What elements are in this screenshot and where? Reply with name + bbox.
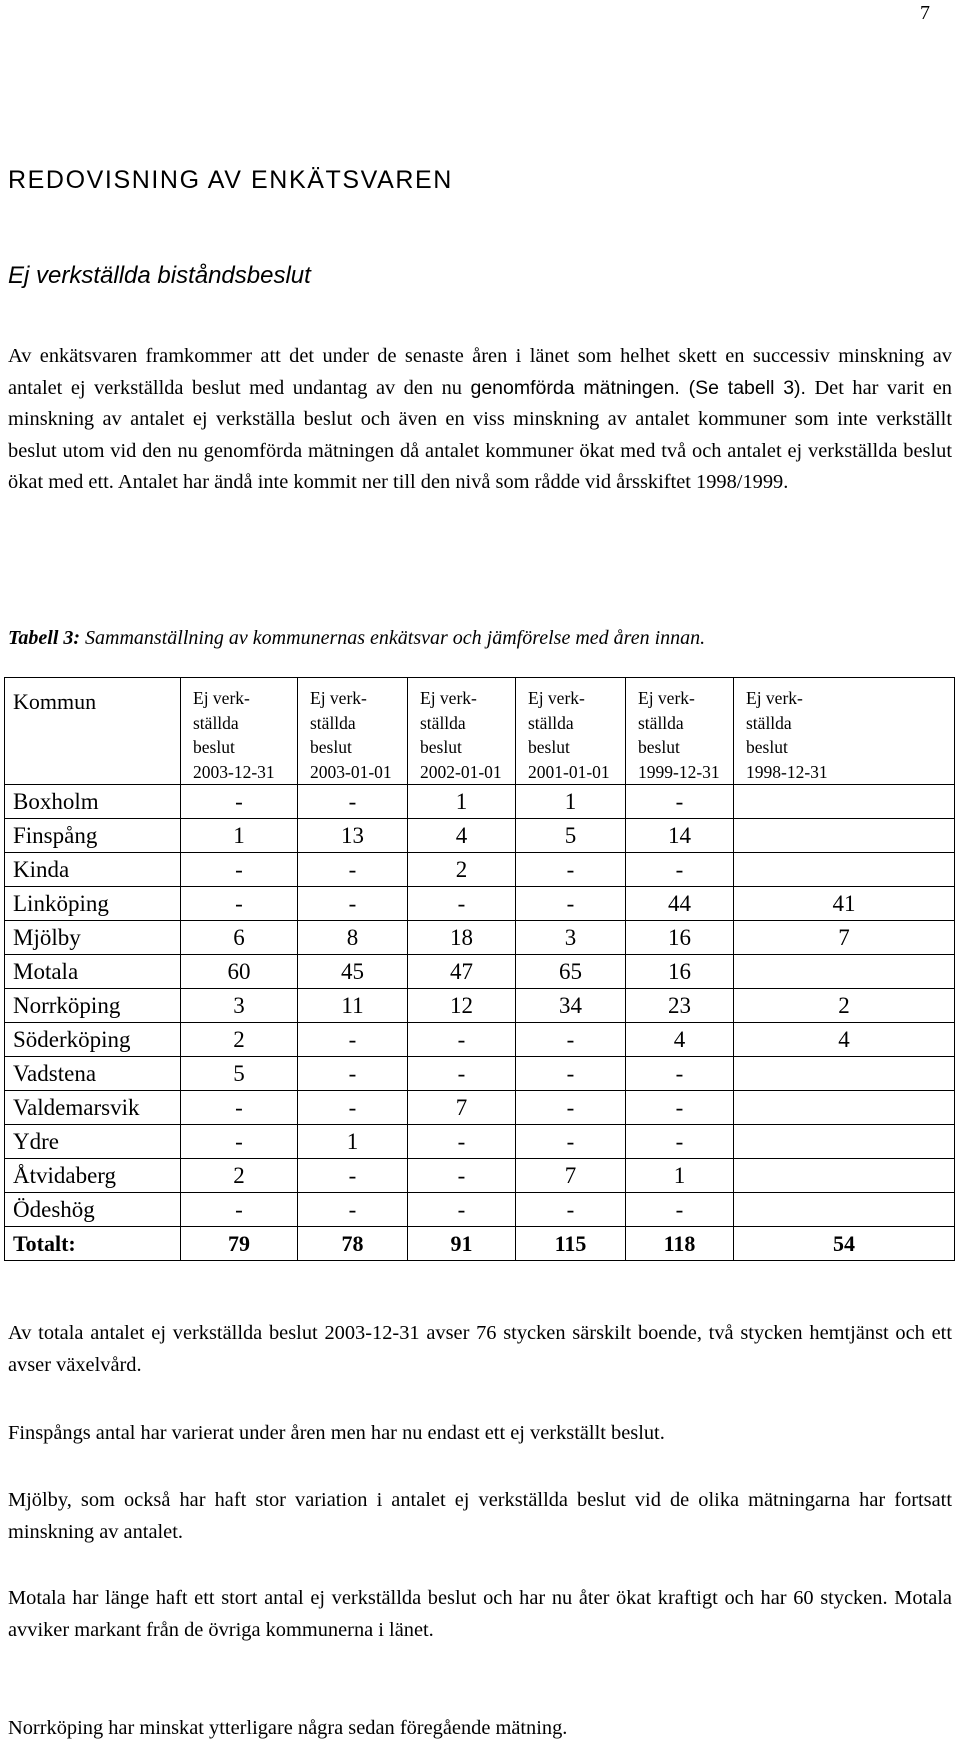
- table-row: [5, 921, 955, 955]
- table-caption-label: Tabell 3:: [8, 627, 81, 649]
- table-cell: -: [298, 853, 408, 887]
- table-cell: -: [626, 1091, 734, 1125]
- table-row: [5, 989, 955, 1023]
- table-cell: 6: [181, 921, 298, 955]
- table-row: [5, 1023, 955, 1057]
- header-date: 2001-01-01: [528, 761, 610, 782]
- table-cell: -: [516, 853, 626, 887]
- row-name: Vadstena: [5, 1057, 181, 1091]
- table-cell: 44: [626, 887, 734, 921]
- row-name: Mjölby: [5, 921, 181, 955]
- table-cell: -: [516, 1193, 626, 1227]
- table-cell: -: [626, 853, 734, 887]
- paragraph: Motala har länge haft ett stort antal ej verkställda beslut och har nu åter ökat kraftigt och har 60 stycken. Motala avviker markant från de övriga kommunerna i länet.: [8, 1587, 952, 1641]
- table-cell: -: [516, 1091, 626, 1125]
- table-cell: -: [626, 785, 734, 819]
- table-cell: 2: [734, 989, 955, 1023]
- table-cell: 5: [516, 819, 626, 853]
- header-line: Ej verk-: [528, 688, 585, 708]
- row-name: Åtvidaberg: [5, 1159, 181, 1193]
- header-line: beslut: [746, 737, 788, 757]
- table-cell: 16: [626, 955, 734, 989]
- intro-text-1: Av enkätsvaren framkommer att det under de senaste åren i länet som helhet skett en successiv minskning av antalet ej verkställda beslut med undantag av den nu: [8, 345, 952, 399]
- row-name: Finspång: [5, 819, 181, 853]
- intro-paragraph: [8, 341, 952, 499]
- header-line: beslut: [528, 737, 570, 757]
- table-cell: 65: [516, 955, 626, 989]
- table-cell: -: [298, 887, 408, 921]
- table-cell: 45: [298, 955, 408, 989]
- paragraph: Mjölby, som också har haft stor variation i antalet ej verkställda beslut vid de olika mätningarna har fortsatt minskning av antalet.: [8, 1489, 952, 1543]
- total-cell: 91: [408, 1227, 516, 1261]
- row-name: Ydre: [5, 1125, 181, 1159]
- table-cell: -: [181, 887, 298, 921]
- table-cell: 1: [626, 1159, 734, 1193]
- table-cell: 12: [408, 989, 516, 1023]
- table-cell: -: [626, 1125, 734, 1159]
- row-name: Motala: [5, 955, 181, 989]
- total-cell: 78: [298, 1227, 408, 1261]
- table-cell: 47: [408, 955, 516, 989]
- paragraph: Finspångs antal har varierat under åren men har nu endast ett ej verkställt beslut.: [8, 1422, 665, 1444]
- header-line: beslut: [638, 737, 680, 757]
- row-name: Norrköping: [5, 989, 181, 1023]
- section-heading: REDOVISNING AV ENKÄTSVAREN: [8, 166, 453, 194]
- table-cell: [734, 1091, 955, 1125]
- table-cell: -: [298, 785, 408, 819]
- header-line: Ej verk-: [193, 688, 250, 708]
- table-cell: 1: [516, 785, 626, 819]
- table-header-row: [5, 678, 955, 785]
- table-cell: 7: [734, 921, 955, 955]
- header-date: 2003-01-01: [310, 761, 392, 782]
- header-date: 2003-12-31: [193, 761, 275, 782]
- table-cell: 18: [408, 921, 516, 955]
- header-line: ställda: [746, 712, 792, 733]
- table-cell: -: [408, 1057, 516, 1091]
- header-line: beslut: [310, 737, 352, 757]
- table-cell: 34: [516, 989, 626, 1023]
- subsection-heading: Ej verkställda biståndsbeslut: [8, 262, 311, 289]
- table-total-row: [5, 1227, 955, 1261]
- table-row: [5, 1159, 955, 1193]
- table-cell: -: [408, 1125, 516, 1159]
- table-cell: 1: [408, 785, 516, 819]
- table-row: [5, 819, 955, 853]
- table-cell: 7: [516, 1159, 626, 1193]
- row-name: Valdemarsvik: [5, 1091, 181, 1125]
- table-cell: [734, 1193, 955, 1227]
- header-line: Ej verk-: [420, 688, 477, 708]
- row-name: Boxholm: [5, 785, 181, 819]
- table-cell: 4: [626, 1023, 734, 1057]
- table-cell: 14: [626, 819, 734, 853]
- table-row: [5, 887, 955, 921]
- table-cell: -: [181, 1091, 298, 1125]
- table-row: [5, 1091, 955, 1125]
- row-name: Linköping: [5, 887, 181, 921]
- table-cell: -: [298, 1193, 408, 1227]
- table-row: [5, 955, 955, 989]
- table-cell: -: [408, 1023, 516, 1057]
- table-cell: [734, 819, 955, 853]
- header-line: ställda: [420, 712, 466, 733]
- paragraph: Norrköping har minskat ytterligare några sedan föregående mätning.: [8, 1717, 568, 1739]
- header-line: Ej verk-: [638, 688, 695, 708]
- header-line: ställda: [310, 712, 356, 733]
- table-cell: 11: [298, 989, 408, 1023]
- table-cell: 60: [181, 955, 298, 989]
- intro-text-3: Det har varit en minskning av antalet ej verkställa beslut och även en viss minskning av antalet kommuner som inte verkställt beslut utom vid den nu genomförda mätningen då antalet kommuner ökat med två och antalet ej verkställda beslut ökat med ett. Antalet har ändå inte kommit ner till den nivå som rådde vid årsskiftet 1998/1999.: [8, 376, 952, 493]
- table-cell: -: [516, 1057, 626, 1091]
- table-cell: [734, 1159, 955, 1193]
- total-cell: 54: [734, 1227, 955, 1261]
- table-cell: -: [181, 785, 298, 819]
- table-row: [5, 1125, 955, 1159]
- header-line: beslut: [193, 737, 235, 757]
- header-line: ställda: [193, 712, 239, 733]
- table-cell: -: [516, 887, 626, 921]
- table-cell: 3: [181, 989, 298, 1023]
- table-cell: -: [181, 1193, 298, 1227]
- table-cell: 41: [734, 887, 955, 921]
- row-name: Kinda: [5, 853, 181, 887]
- header-col-3: [408, 678, 516, 785]
- table-caption: [8, 627, 705, 650]
- header-col-2: [298, 678, 408, 785]
- table-cell: -: [298, 1091, 408, 1125]
- table-cell: -: [298, 1057, 408, 1091]
- table-caption-text: Sammanställning av kommunernas enkätsvar och jämförelse med åren innan.: [85, 627, 706, 649]
- table-cell: -: [408, 1159, 516, 1193]
- table-cell: 1: [181, 819, 298, 853]
- table-cell: -: [181, 1125, 298, 1159]
- table-cell: [734, 853, 955, 887]
- table-cell: 13: [298, 819, 408, 853]
- total-cell: 115: [516, 1227, 626, 1261]
- header-line: ställda: [638, 712, 684, 733]
- table-cell: 2: [181, 1023, 298, 1057]
- table-cell: [734, 785, 955, 819]
- table-cell: -: [408, 1193, 516, 1227]
- table-row: [5, 1057, 955, 1091]
- table-cell: [734, 1057, 955, 1091]
- table-cell: 4: [408, 819, 516, 853]
- header-line: beslut: [420, 737, 462, 757]
- table-cell: 3: [516, 921, 626, 955]
- results-table: [4, 677, 955, 1261]
- header-col-5: [626, 678, 734, 785]
- header-date: 1998-12-31: [746, 761, 828, 782]
- table-cell: 8: [298, 921, 408, 955]
- table-cell: 1: [298, 1125, 408, 1159]
- table-cell: -: [298, 1023, 408, 1057]
- table-cell: -: [516, 1023, 626, 1057]
- header-line: Ej verk-: [746, 688, 803, 708]
- table-cell: -: [408, 887, 516, 921]
- table-cell: [734, 955, 955, 989]
- table-cell: 4: [734, 1023, 955, 1057]
- table-cell: [734, 1125, 955, 1159]
- table-cell: -: [298, 1159, 408, 1193]
- header-line: ställda: [528, 712, 574, 733]
- table-cell: -: [626, 1193, 734, 1227]
- table-cell: 7: [408, 1091, 516, 1125]
- intro-text-2: genomförda mätningen. (Se tabell 3).: [470, 376, 806, 399]
- total-label: Totalt:: [5, 1227, 181, 1261]
- table-cell: -: [516, 1125, 626, 1159]
- table-row: [5, 853, 955, 887]
- table-row: [5, 785, 955, 819]
- table-cell: 5: [181, 1057, 298, 1091]
- page-number: 7: [920, 2, 930, 24]
- table-cell: 16: [626, 921, 734, 955]
- header-col-1: [181, 678, 298, 785]
- table-cell: 2: [181, 1159, 298, 1193]
- table-row: [5, 1193, 955, 1227]
- header-kommun: Kommun: [5, 678, 181, 785]
- table-cell: -: [181, 853, 298, 887]
- paragraph: Av totala antalet ej verkställda beslut 2003-12-31 avser 76 stycken särskilt boende, två stycken hemtjänst och ett avser växelvård.: [8, 1322, 952, 1376]
- header-date: 2002-01-01: [420, 761, 502, 782]
- header-date: 1999-12-31: [638, 761, 720, 782]
- table-cell: 23: [626, 989, 734, 1023]
- total-cell: 79: [181, 1227, 298, 1261]
- table-cell: 2: [408, 853, 516, 887]
- header-col-6: [734, 678, 955, 785]
- header-line: Ej verk-: [310, 688, 367, 708]
- table-cell: -: [626, 1057, 734, 1091]
- row-name: Ödeshög: [5, 1193, 181, 1227]
- total-cell: 118: [626, 1227, 734, 1261]
- row-name: Söderköping: [5, 1023, 181, 1057]
- header-col-4: [516, 678, 626, 785]
